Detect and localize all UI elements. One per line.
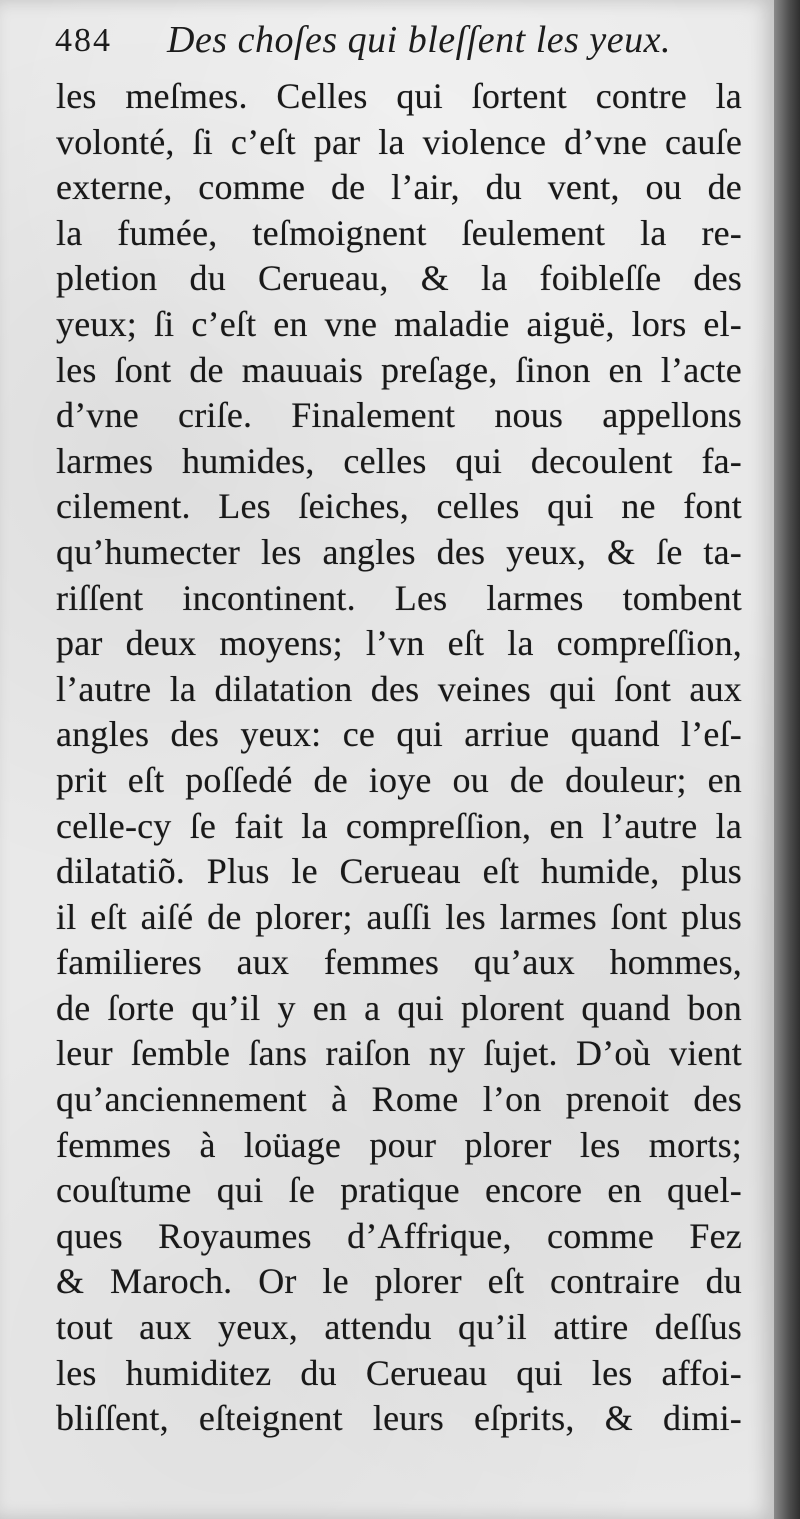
text-line: familieres aux femmes qu’aux hommes,: [56, 942, 742, 983]
text-line: volonté, ſi c’eſt par la violence d’vne cauſe: [56, 121, 742, 162]
page-edge-shadow: [774, 0, 800, 1519]
text-line: les ſont de mauuais preſage, ſinon en l’acte: [56, 349, 742, 390]
body-text: [56, 74, 742, 1442]
text-line: par deux moyens; l’vn eſt la compreſſion,: [56, 623, 742, 664]
text-line: l’autre la dilatation des veines qui ſont aux: [56, 668, 742, 709]
text-line: pletion du Cerueau, & la foibleſſe des: [56, 258, 742, 299]
text-line: d’vne criſe. Finalement nous appellons: [56, 395, 742, 436]
text-line: leur ſemble ſans raiſon ny ſujet. D’où vient: [56, 1033, 742, 1074]
text-line: de ſorte qu’il y en a qui plorent quand bon: [56, 987, 742, 1028]
text-line: couſtume qui ſe pratique encore en quel-: [56, 1170, 742, 1211]
text-line: dilatatiõ. Plus le Cerueau eſt humide, plus: [56, 851, 742, 892]
text-line: & Maroch. Or le plorer eſt contraire du: [56, 1261, 742, 1302]
running-head: [55, 12, 755, 72]
text-line: les humiditez du Cerueau qui les affoi-: [56, 1352, 742, 1393]
text-line: la fumée, teſmoignent ſeulement la re-: [56, 212, 742, 253]
text-line: angles des yeux: ce qui arriue quand l’eſ-: [56, 714, 742, 755]
text-line: cilement. Les ſeiches, celles qui ne font: [56, 486, 742, 527]
text-line: tout aux yeux, attendu qu’il attire deſſus: [56, 1307, 742, 1348]
text-line: bliſſent, eſteignent leurs eſprits, & dimi-: [56, 1398, 742, 1439]
ink-bleed-through: [190, 1452, 390, 1492]
text-line: femmes à loüage pour plorer les morts;: [56, 1124, 742, 1165]
text-line: qu’anciennement à Rome l’on prenoit des: [56, 1079, 742, 1120]
running-title: Des choſes qui bleſſent les yeux.: [167, 19, 672, 61]
text-line: riſſent incontinent. Les larmes tombent: [56, 577, 742, 618]
text-line: qu’humecter les angles des yeux, & ſe ta-: [56, 531, 742, 572]
text-line: prit eſt poſſedé de ioye ou de douleur; en: [56, 759, 742, 800]
text-line: externe, comme de l’air, du vent, ou de: [56, 167, 742, 208]
page-number: 484: [55, 22, 112, 59]
text-line: celle-cy ſe fait la compreſſion, en l’autre la: [56, 805, 742, 846]
text-line: il eſt aiſé de plorer; auſſi les larmes ſont plus: [56, 896, 742, 937]
text-line: les meſmes. Celles qui ſortent contre la: [56, 76, 742, 116]
text-line: ques Royaumes d’Affrique, comme Fez: [56, 1215, 742, 1256]
text-line: yeux; ſi c’eſt en vne maladie aiguë, lors el-: [56, 303, 742, 344]
text-line: larmes humides, celles qui decoulent fa-: [56, 440, 742, 481]
